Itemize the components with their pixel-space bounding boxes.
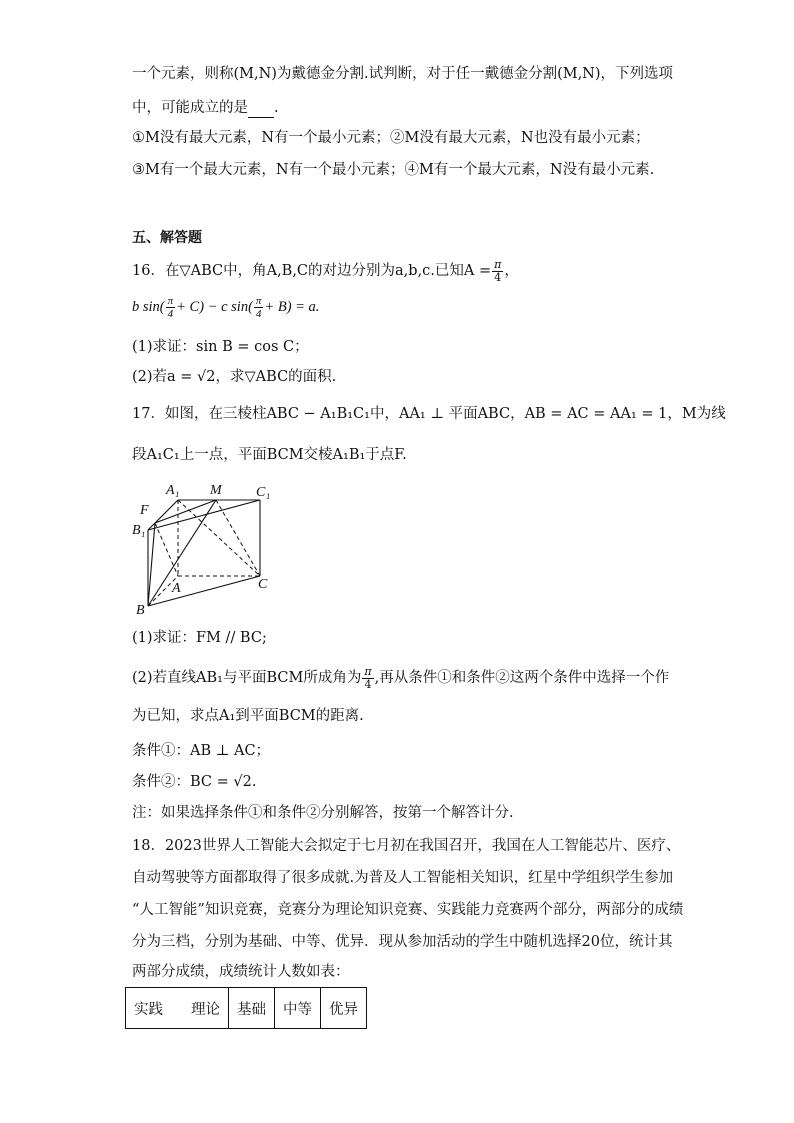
- q17-line2: 段A₁C₁上一点，平面BCM交棱A₁B₁于点F.: [132, 447, 407, 463]
- header-basic: 基础: [229, 988, 275, 1029]
- section-heading: 五、解答题: [132, 230, 202, 246]
- label-M: M: [210, 483, 222, 498]
- frac-num: π: [494, 257, 502, 271]
- frac-den: 4: [494, 270, 502, 284]
- frac-den: 4: [364, 677, 372, 691]
- header-excellent: 优异: [321, 988, 367, 1029]
- fraction-pi-over-4: [362, 666, 373, 691]
- header-medium: 中等: [275, 988, 321, 1029]
- q16-eq-part3: + B) = a.: [264, 299, 320, 315]
- p15-period: .: [274, 100, 279, 116]
- label-A1: A₁: [166, 483, 180, 498]
- edge-FA-hidden: [155, 523, 178, 576]
- label-C1: C₁: [256, 485, 271, 500]
- label-A: A: [172, 581, 181, 596]
- q18-line4: 分为三档，分别为基础、中等、优异．现从参加活动的学生中随机选择20位，统计其: [132, 934, 673, 950]
- fraction-pi-over-4: [492, 259, 503, 284]
- label-C: C: [258, 577, 268, 592]
- edge-FB: [148, 523, 155, 606]
- q17-line1: 17．如图，在三棱柱ABC − A₁B₁C₁中，AA₁ ⊥ 平面ABC，AB = AC = AA₁ = 1，M为线: [132, 406, 726, 422]
- p15-options-3-4: ③M有一个最大元素，N有一个最小元素；④M有一个最大元素，N没有最小元素.: [132, 162, 655, 178]
- p15-line2: [132, 98, 279, 118]
- label-B: B: [136, 603, 145, 618]
- frac-num: π: [364, 664, 372, 678]
- frac-num: π: [167, 295, 174, 308]
- header-practice: 实践: [134, 1001, 163, 1018]
- q17-part2-stem: (2)若直线AB₁与平面BCM所成角为: [132, 670, 362, 686]
- answer-blank: [248, 103, 274, 118]
- q16-line1: [132, 257, 519, 285]
- frac-den: 4: [255, 308, 262, 321]
- fraction-pi-over-4: [254, 295, 264, 320]
- p15-line1: 一个元素，则称(M,N)为戴德金分割.试判断，对于任一戴德金分割(M,N)，下列选项: [132, 66, 674, 82]
- q18-line1: 18．2023世界人工智能大会拟定于七月初在我国召开，我国在人工智能芯片、医疗、: [132, 838, 681, 854]
- score-table: [125, 987, 367, 1029]
- q18-line3: “人工智能”知识竞赛，竞赛分为理论知识竞赛、实践能力竞赛两个部分，两部分的成绩: [132, 902, 684, 918]
- p15-options-1-2: ①M没有最大元素，N有一个最小元素；②M没有最大元素，N也没有最小元素；: [132, 130, 650, 146]
- label-B1: B₁: [132, 523, 146, 538]
- q16-comma: ，: [504, 263, 519, 279]
- prism-figure: [128, 478, 288, 618]
- frac-den: 4: [167, 308, 174, 321]
- label-F: F: [140, 503, 149, 518]
- q17-note: 注：如果选择条件①和条件②分别解答，按第一个解答计分.: [132, 805, 514, 821]
- q17-part2-cont: ,再从条件①和条件②这两个条件中选择一个作: [374, 670, 670, 686]
- q16-stem: 16．在▽ABC中，角A,B,C的对边分别为a,b,c.已知A =: [132, 263, 492, 279]
- fraction-pi-over-4: [166, 295, 176, 320]
- q17-condition1: 条件①：AB ⊥ AC；: [132, 743, 271, 759]
- q17-part2-line1: [132, 664, 669, 692]
- edge-MC-hidden: [216, 500, 260, 576]
- table-row: [126, 988, 367, 1029]
- q18-line2: 自动驾驶等方面都取得了很多成就.为普及人工智能相关知识，红星中学组织学生参加: [132, 870, 674, 886]
- frac-num: π: [255, 295, 262, 308]
- q16-line2: [132, 293, 319, 321]
- p15-question: 中，可能成立的是: [132, 100, 248, 116]
- q18-line5: 两部分成绩，成绩统计人数如表：: [132, 964, 350, 980]
- q17-part2-line2: 为已知，求点A₁到平面BCM的距离.: [132, 708, 364, 724]
- q17-part1: (1)求证：FM // BC;: [132, 630, 267, 646]
- q16-eq-part1: b sin(: [132, 299, 165, 315]
- q16-part1: (1)求证：sin B = cos C；: [132, 339, 309, 355]
- q17-condition2: 条件②：BC = √2.: [132, 774, 257, 790]
- q16-part2: (2)若a = √2，求▽ABC的面积.: [132, 369, 337, 385]
- header-cell-diagonal: [126, 988, 229, 1029]
- header-theory: 理论: [191, 1001, 220, 1018]
- q16-eq-part2: + C) − c sin(: [176, 299, 253, 315]
